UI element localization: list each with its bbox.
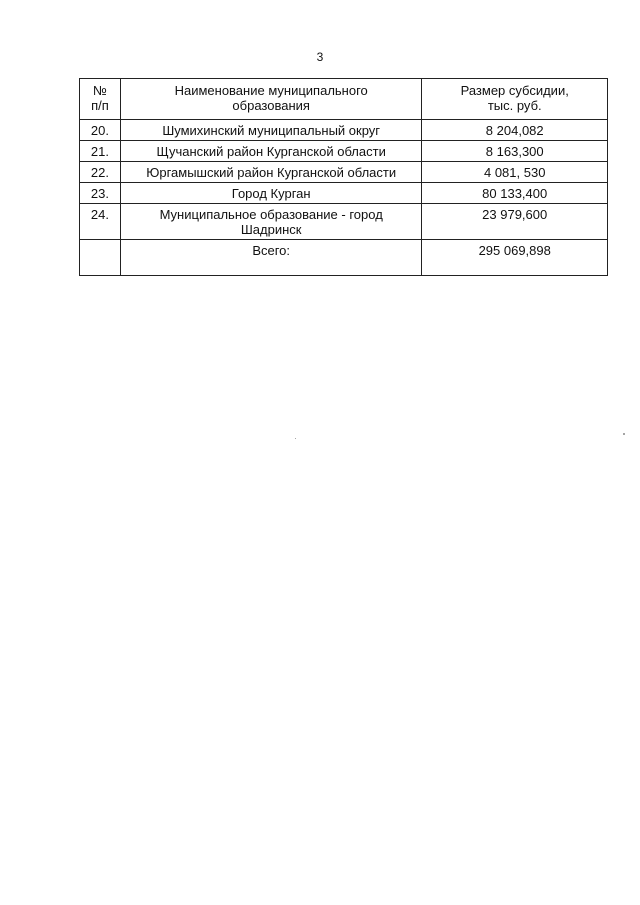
table-row	[80, 204, 608, 240]
total-num	[80, 240, 121, 276]
table-row	[80, 162, 608, 183]
header-amount	[422, 79, 608, 120]
table-row	[80, 120, 608, 141]
total-amount: 295 069,898	[422, 240, 608, 276]
subsidy-table	[79, 78, 608, 276]
row-amount: 8 204,082	[422, 120, 608, 141]
scan-speck	[295, 438, 296, 439]
row-amount: 23 979,600	[422, 204, 608, 240]
header-num-text: № п/п	[91, 83, 109, 113]
row-name: Юргамышский район Курганской области	[120, 162, 422, 183]
header-name	[120, 79, 422, 120]
row-amount: 4 081, 530	[422, 162, 608, 183]
row-amount: 80 133,400	[422, 183, 608, 204]
page-number: 3	[316, 50, 324, 64]
row-name-text: Муниципальное образование - город Шадринск	[159, 207, 383, 237]
row-name: Шумихинский муниципальный округ	[120, 120, 422, 141]
table-row	[80, 141, 608, 162]
table-row	[80, 183, 608, 204]
row-name	[120, 204, 422, 240]
header-amount-text: Размер субсидии, тыс. руб.	[460, 83, 569, 113]
header-name-text: Наименование муниципального образования	[174, 83, 368, 113]
row-num: 23.	[80, 183, 121, 204]
row-num: 24.	[80, 204, 121, 240]
row-amount: 8 163,300	[422, 141, 608, 162]
table-header-row	[80, 79, 608, 120]
row-num: 20.	[80, 120, 121, 141]
row-name: Город Курган	[120, 183, 422, 204]
row-num: 22.	[80, 162, 121, 183]
table-total-row	[80, 240, 608, 276]
scan-speck	[623, 433, 625, 435]
row-name: Щучанский район Курганской области	[120, 141, 422, 162]
total-label: Всего:	[120, 240, 422, 276]
row-num: 21.	[80, 141, 121, 162]
header-num	[80, 79, 121, 120]
